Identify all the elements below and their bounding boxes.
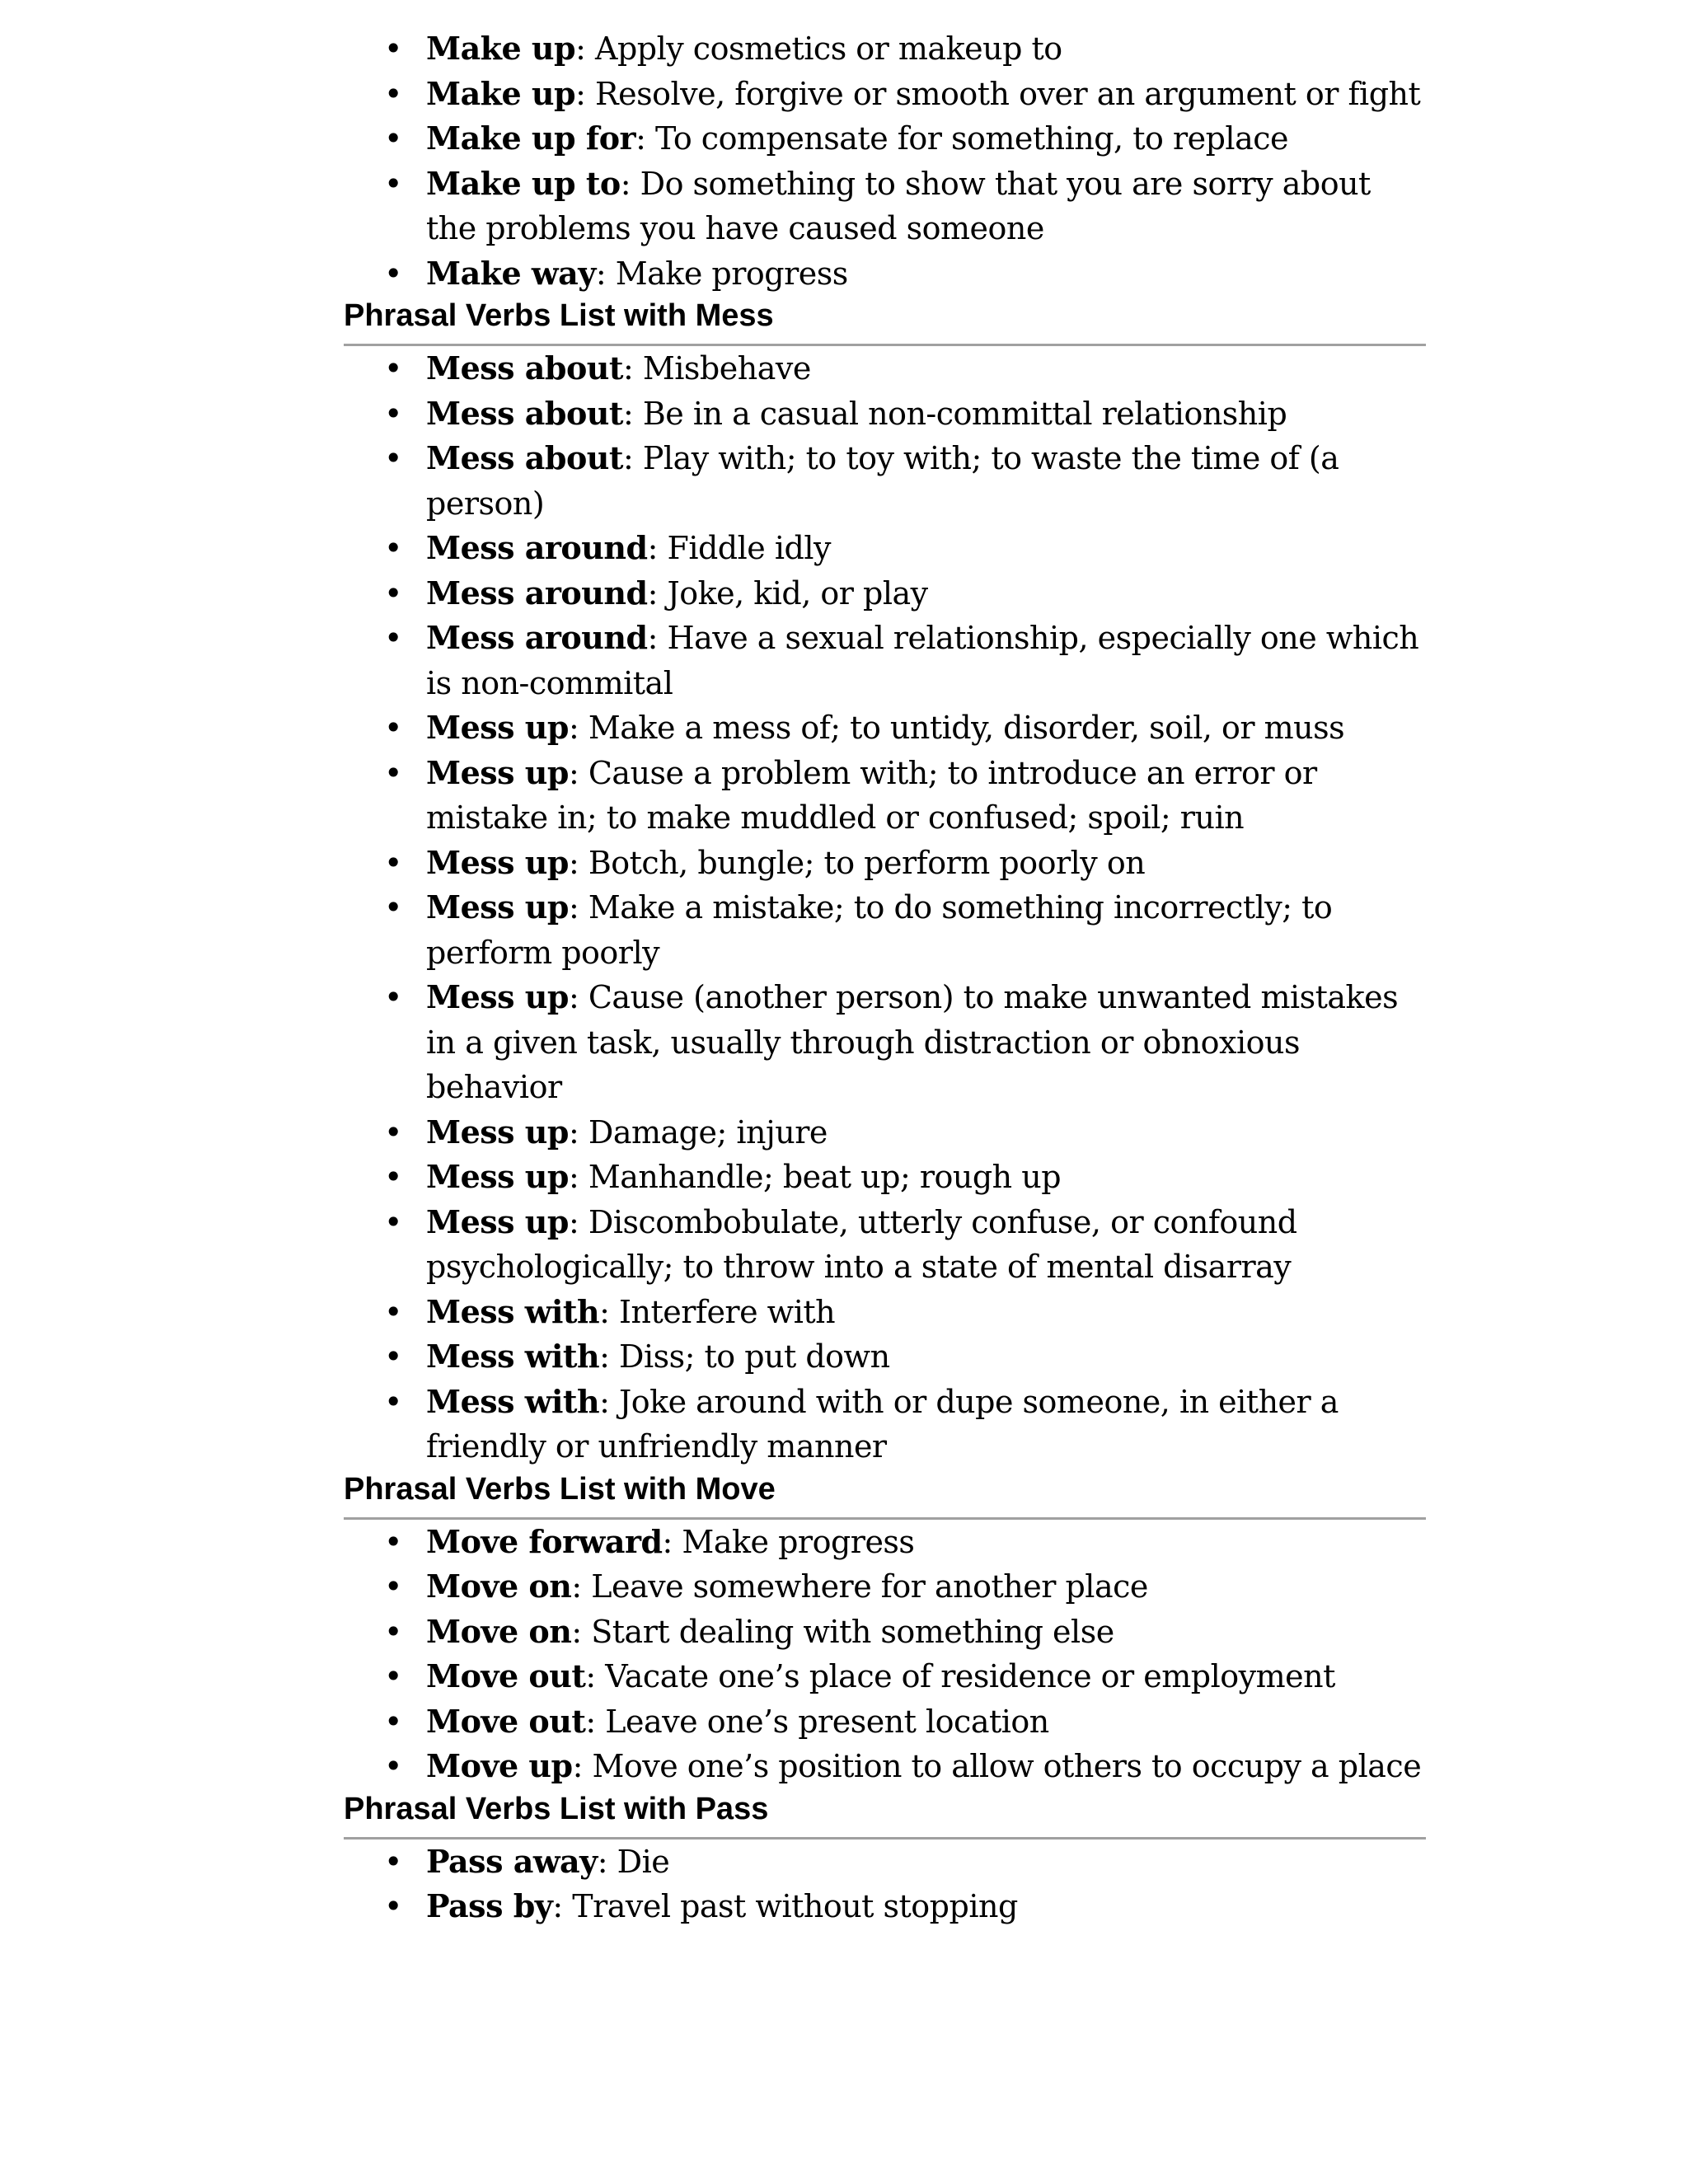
phrasal-verb-definition: : Interfere with bbox=[599, 1293, 836, 1330]
phrasal-verb-term: Mess around bbox=[426, 529, 648, 566]
document-body bbox=[344, 26, 1426, 1929]
phrasal-verb-term: Pass by bbox=[426, 1887, 553, 1924]
mess-list bbox=[344, 346, 1426, 1469]
phrasal-verb-term: Mess up bbox=[426, 1113, 569, 1151]
phrasal-verb-definition: : Make progress bbox=[595, 255, 848, 292]
make-list bbox=[344, 26, 1426, 296]
phrasal-verb-definition: : Cause (another person) to make unwanted mistakes in a given task, usually through distraction or obnoxious behavior bbox=[426, 979, 1399, 1105]
phrasal-verb-definition: : Travel past without stopping bbox=[552, 1888, 1018, 1924]
pass-list bbox=[344, 1840, 1426, 1929]
bullet-icon: • bbox=[384, 889, 402, 926]
bullet-icon: • bbox=[384, 844, 402, 881]
phrasal-verb-definition: : Discombobulate, utterly confuse, or confound psychologically; to throw into a state of mental disarray bbox=[426, 1203, 1297, 1285]
bullet-icon: • bbox=[384, 75, 402, 112]
bullet-icon: • bbox=[384, 1338, 402, 1375]
bullet-icon: • bbox=[384, 30, 402, 67]
bullet-icon: • bbox=[384, 530, 402, 566]
bullet-icon: • bbox=[384, 1703, 402, 1740]
list-item bbox=[384, 1884, 1426, 1929]
phrasal-verb-definition: : Be in a casual non-committal relationship bbox=[622, 395, 1287, 432]
phrasal-verb-term: Pass away bbox=[426, 1842, 598, 1880]
list-item bbox=[384, 1610, 1426, 1655]
phrasal-verb-definition: : Joke around with or dupe someone, in either a friendly or unfriendly manner bbox=[426, 1383, 1339, 1465]
bullet-icon: • bbox=[384, 1203, 402, 1240]
phrasal-verb-term: Mess about bbox=[426, 349, 623, 387]
list-item bbox=[384, 1155, 1426, 1200]
phrasal-verb-term: Mess up bbox=[426, 978, 569, 1015]
list-item bbox=[384, 705, 1426, 751]
list-item bbox=[384, 436, 1426, 526]
bullet-icon: • bbox=[384, 395, 402, 432]
phrasal-verb-definition: : Misbehave bbox=[622, 350, 811, 387]
list-item bbox=[384, 346, 1426, 391]
phrasal-verb-definition: : Damage; injure bbox=[568, 1113, 828, 1151]
bullet-icon: • bbox=[384, 440, 402, 476]
phrasal-verb-definition: : Leave one’s present location bbox=[585, 1703, 1049, 1740]
list-item bbox=[384, 72, 1426, 117]
phrasal-verb-term: Move on bbox=[426, 1612, 572, 1650]
bullet-icon: • bbox=[384, 1843, 402, 1880]
list-item bbox=[384, 251, 1426, 297]
list-item bbox=[384, 751, 1426, 841]
bullet-icon: • bbox=[384, 1658, 402, 1694]
list-item bbox=[384, 1380, 1426, 1469]
list-item bbox=[384, 1699, 1426, 1745]
phrasal-verb-term: Move forward bbox=[426, 1522, 663, 1560]
phrasal-verb-term: Move up bbox=[426, 1747, 573, 1784]
phrasal-verb-term: Mess up bbox=[426, 888, 569, 926]
section-heading-move: Phrasal Verbs List with Move bbox=[344, 1469, 1426, 1520]
list-item bbox=[384, 1200, 1426, 1290]
list-item bbox=[384, 1744, 1426, 1789]
phrasal-verb-term: Make up for bbox=[426, 120, 636, 157]
list-item bbox=[384, 841, 1426, 886]
phrasal-verb-definition: : Fiddle idly bbox=[647, 530, 831, 566]
list-item bbox=[384, 1290, 1426, 1335]
phrasal-verb-definition: : Move one’s position to allow others to occupy a place bbox=[572, 1748, 1422, 1784]
phrasal-verb-definition: : Cause a problem with; to introduce an error or mistake in; to make muddled or confused; spoil; ruin bbox=[426, 754, 1317, 836]
list-item bbox=[384, 1654, 1426, 1699]
phrasal-verb-definition: : Make a mistake; to do something incorrectly; to perform poorly bbox=[426, 889, 1333, 971]
phrasal-verb-term: Mess up bbox=[426, 1202, 569, 1240]
phrasal-verb-term: Mess with bbox=[426, 1382, 600, 1420]
phrasal-verb-term: Mess about bbox=[426, 439, 623, 476]
list-item bbox=[384, 616, 1426, 705]
list-item bbox=[384, 1110, 1426, 1155]
phrasal-verb-definition: : Make a mess of; to untidy, disorder, soil, or muss bbox=[568, 710, 1345, 746]
bullet-icon: • bbox=[384, 1613, 402, 1650]
phrasal-verb-term: Mess about bbox=[426, 394, 623, 432]
phrasal-verb-definition: : Play with; to toy with; to waste the time of (a person) bbox=[426, 440, 1339, 522]
phrasal-verb-definition: : Die bbox=[597, 1843, 670, 1880]
phrasal-verb-definition: : Do something to show that you are sorry about the problems you have caused someone bbox=[426, 165, 1371, 246]
bullet-icon: • bbox=[384, 1293, 402, 1330]
phrasal-verb-term: Make up to bbox=[426, 164, 621, 202]
bullet-icon: • bbox=[384, 1888, 402, 1924]
phrasal-verb-definition: : Leave somewhere for another place bbox=[571, 1568, 1148, 1605]
bullet-icon: • bbox=[384, 1159, 402, 1195]
list-item bbox=[384, 26, 1426, 72]
bullet-icon: • bbox=[384, 255, 402, 292]
phrasal-verb-term: Mess up bbox=[426, 843, 569, 881]
list-item bbox=[384, 116, 1426, 162]
section-heading-pass: Phrasal Verbs List with Pass bbox=[344, 1789, 1426, 1840]
phrasal-verb-definition: : Vacate one’s place of residence or employment bbox=[585, 1658, 1335, 1694]
bullet-icon: • bbox=[384, 620, 402, 656]
bullet-icon: • bbox=[384, 1523, 402, 1560]
bullet-icon: • bbox=[384, 1568, 402, 1605]
move-list bbox=[344, 1520, 1426, 1789]
phrasal-verb-term: Make way bbox=[426, 254, 596, 292]
phrasal-verb-term: Move on bbox=[426, 1568, 572, 1605]
phrasal-verb-term: Make up bbox=[426, 74, 576, 112]
phrasal-verb-definition: : Botch, bungle; to perform poorly on bbox=[568, 844, 1146, 881]
bullet-icon: • bbox=[384, 754, 402, 791]
phrasal-verb-term: Mess up bbox=[426, 709, 569, 746]
list-item bbox=[384, 1334, 1426, 1380]
list-item bbox=[384, 885, 1426, 975]
phrasal-verb-definition: : Diss; to put down bbox=[599, 1338, 890, 1375]
list-item bbox=[384, 1564, 1426, 1610]
phrasal-verb-term: Mess up bbox=[426, 1158, 569, 1195]
list-item bbox=[384, 1840, 1426, 1885]
bullet-icon: • bbox=[384, 350, 402, 387]
phrasal-verb-definition: : Start dealing with something else bbox=[571, 1613, 1114, 1650]
list-item bbox=[384, 571, 1426, 616]
phrasal-verb-definition: : Make progress bbox=[662, 1523, 915, 1560]
bullet-icon: • bbox=[384, 574, 402, 612]
bullet-icon: • bbox=[384, 710, 402, 746]
bullet-icon: • bbox=[384, 1383, 402, 1420]
phrasal-verb-term: Make up bbox=[426, 30, 576, 67]
bullet-icon: • bbox=[384, 979, 402, 1015]
bullet-icon: • bbox=[384, 1113, 402, 1151]
phrasal-verb-definition: : Joke, kid, or play bbox=[647, 574, 928, 612]
section-heading-mess: Phrasal Verbs List with Mess bbox=[344, 296, 1426, 346]
phrasal-verb-term: Move out bbox=[426, 1702, 586, 1740]
bullet-icon: • bbox=[384, 120, 402, 157]
phrasal-verb-definition: : Resolve, forgive or smooth over an argument or fight bbox=[575, 75, 1421, 112]
phrasal-verb-term: Mess up bbox=[426, 753, 569, 791]
list-item bbox=[384, 1520, 1426, 1565]
phrasal-verb-definition: : To compensate for something, to replace bbox=[635, 120, 1288, 157]
phrasal-verb-definition: : Apply cosmetics or makeup to bbox=[575, 30, 1062, 67]
phrasal-verb-term: Mess around bbox=[426, 574, 648, 612]
list-item bbox=[384, 391, 1426, 437]
phrasal-verb-term: Mess around bbox=[426, 619, 648, 656]
phrasal-verb-term: Mess with bbox=[426, 1338, 600, 1375]
list-item bbox=[384, 526, 1426, 571]
list-item bbox=[384, 162, 1426, 251]
phrasal-verb-term: Mess with bbox=[426, 1292, 600, 1330]
phrasal-verb-definition: : Have a sexual relationship, especially one which is non-commital bbox=[426, 620, 1419, 701]
phrasal-verb-term: Move out bbox=[426, 1657, 586, 1694]
list-item bbox=[384, 975, 1426, 1110]
phrasal-verb-definition: : Manhandle; beat up; rough up bbox=[568, 1159, 1062, 1195]
bullet-icon: • bbox=[384, 165, 402, 202]
bullet-icon: • bbox=[384, 1748, 402, 1784]
